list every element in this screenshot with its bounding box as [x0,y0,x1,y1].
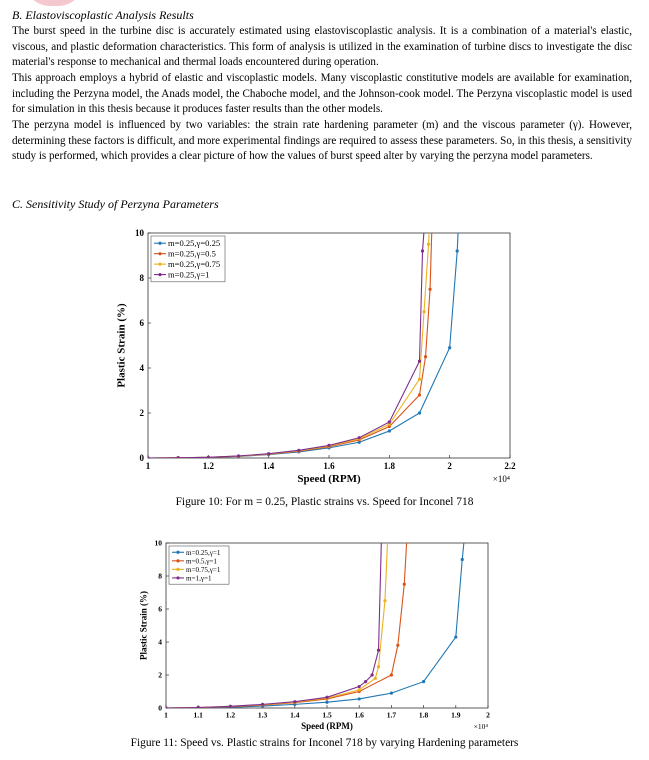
data-point [403,583,406,586]
paragraph-1: The burst speed in the turbine disc is accurately estimated using elastoviscoplastic analysis. It is a combination of a material's elastic, viscous, and plastic deformation characteristics. This form of analysis is utilized in the examination of turbine discs to investigate the disc material's response to mechanical and thermal loads encountered during operation. [12,25,632,68]
y-axis-label: Plastic Strain (%) [115,303,128,388]
x-axis-label: Speed (RPM) [301,721,353,731]
data-point [374,677,377,680]
data-point [390,692,393,695]
data-point [388,429,391,432]
data-point [428,288,431,291]
y-tick-label: 10 [154,538,162,548]
data-point [427,243,430,246]
x-tick-label: 1.8 [418,710,429,720]
x-tick-label: 1.7 [386,710,397,720]
x-tick-label: 1.1 [193,710,203,720]
data-point [358,685,361,688]
data-point [197,706,200,709]
y-tick-label: 6 [158,604,162,614]
legend-entry: m=0.25,γ=0.5 [168,248,216,259]
y-tick-label: 4 [158,637,162,647]
x-tick-label: 2 [447,461,452,471]
y-tick-label: 0 [158,703,162,713]
y-tick-label: 8 [158,571,162,581]
data-point [461,558,464,561]
data-point [383,599,386,602]
figure-10-chart [110,225,530,495]
x-tick-label: 1.5 [322,710,332,720]
data-point [388,420,391,423]
y-tick-label: 6 [139,318,144,328]
legend-entry: m=0.25,γ=0.25 [168,238,221,249]
x-tick-label: 1.6 [354,710,364,720]
legend-marker [176,559,179,562]
data-point [422,310,425,313]
data-point [390,673,393,676]
legend-entry: m=0.5,γ=1 [186,557,217,566]
data-point [297,449,300,452]
data-point [293,700,296,703]
x-tick-label: 2.2 [504,461,516,471]
legend-marker [176,551,179,554]
x-tick-label: 1 [145,461,151,471]
x-tick-label: 1.4 [290,710,300,720]
data-point [456,249,459,252]
data-point [424,355,427,358]
data-point [229,705,232,708]
x-tick-label: 2 [486,710,490,720]
y-tick-label: 4 [139,363,144,373]
data-point [396,644,399,647]
data-point [164,706,167,709]
legend-marker [176,568,179,571]
data-point [207,456,210,459]
data-point [370,673,373,676]
x-axis-label: Speed (RPM) [297,473,361,485]
data-point [267,452,270,455]
legend-marker [158,252,161,255]
data-point [325,696,328,699]
legend-entry: m=0.75,γ=1 [186,565,221,574]
data-point [364,680,367,683]
data-point [358,697,361,700]
figure-10-caption: Figure 10: For m = 0.25, Plastic strains vs. Speed for Inconel 718 [175,496,474,508]
x-tick-label: 1.8 [383,461,395,471]
x-tick-label: 1 [164,710,168,720]
paragraph-3: The perzyna model is influenced by two variables: the strain rate hardening parameter (m) and the viscous parameter (γ). However, determining these factors is difficult, and more experimental findings are required to assess these parameters. So, in this thesis, a sensitivity study is performed, which provides a clear picture of how the values of burst speed alter by varying the perzyna model parameters. [12,119,632,162]
data-point [422,680,425,683]
figure-11-caption: Figure 11: Speed vs. Plastic strains for Inconel 718 by varying Hardening parameters [130,737,519,749]
data-point [327,444,330,447]
y-tick-label: 10 [135,228,144,238]
data-point [177,456,180,459]
legend-entry: m=0.25,γ=0.75 [168,259,221,270]
x-multiplier-label: ×10⁴ [492,474,510,484]
y-axis-label: Plastic Strain (%) [138,591,149,660]
data-point [377,649,380,652]
data-point [448,346,451,349]
x-tick-label: 1.3 [257,710,268,720]
x-tick-label: 1.2 [225,710,236,720]
legend-marker [176,576,179,579]
legend-entry: m=1,γ=1 [186,574,212,583]
x-multiplier-label: ×10⁴ [473,722,488,731]
y-tick-label: 8 [139,273,144,283]
legend-marker [158,273,161,276]
y-tick-label: 2 [158,670,162,680]
data-point [237,454,240,457]
data-point [358,688,361,691]
figure-11-chart [130,537,500,737]
data-point [146,456,149,459]
x-tick-label: 1.2 [202,461,214,471]
section-b-heading: B. Elastoviscoplastic Analysis Results [12,8,194,22]
data-point [454,635,457,638]
data-point [418,411,421,414]
header-logo-arc [24,0,84,6]
data-point [418,360,421,363]
legend-marker [158,242,161,245]
legend-marker [158,263,161,266]
data-point [325,701,328,704]
data-point [261,703,264,706]
data-point [421,249,424,252]
section-c-heading: C. Sensitivity Study of Perzyna Parameters [12,197,219,211]
y-tick-label: 0 [139,453,144,463]
legend-entry: m=0.25,γ=1 [168,269,210,280]
data-point [418,393,421,396]
data-point [377,665,380,668]
legend-entry: m=0.25,γ=1 [186,548,221,557]
y-tick-label: 2 [139,408,144,418]
data-point [418,378,421,381]
paragraph-2: This approach employs a hybrid of elastic and viscoplastic models. Many viscoplastic constitutive models are available for examination, including the Perzyna model, the Anads model, the Chaboche model, and the Johnson-cook model. The Perzyna viscoplastic model is used for simulation in this thesis because it produces faster results than the other models. [12,72,632,115]
x-tick-label: 1.6 [323,461,335,471]
x-tick-label: 1.4 [263,461,275,471]
data-point [358,436,361,439]
x-tick-label: 1.9 [451,710,461,720]
